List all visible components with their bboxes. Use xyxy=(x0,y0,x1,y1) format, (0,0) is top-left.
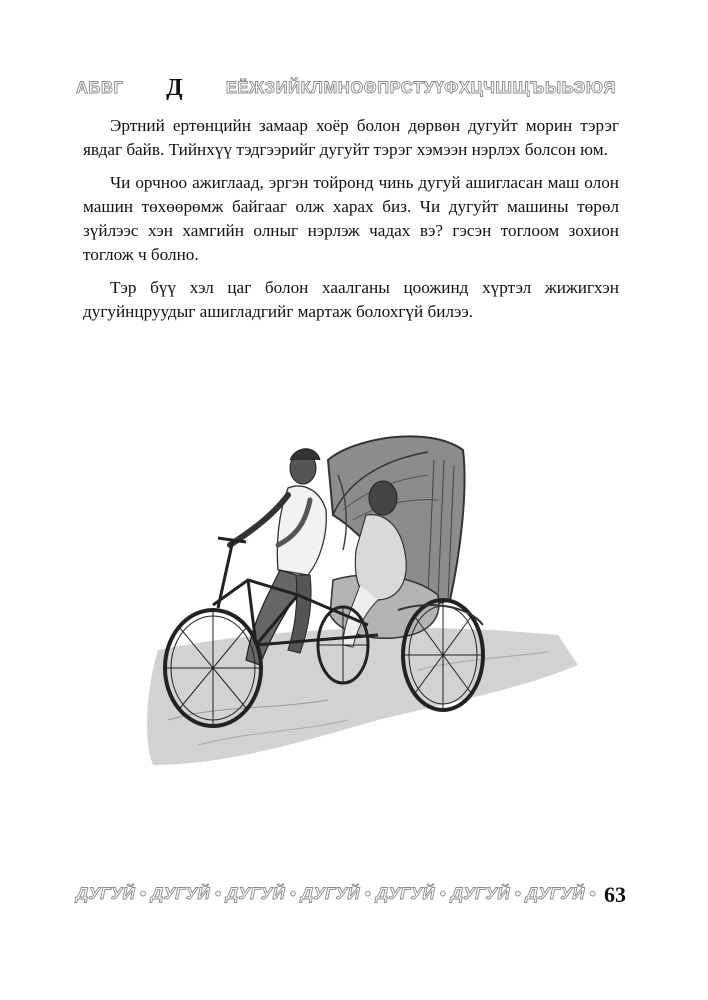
paragraph-3: Тэр бүү хэл цаг болон хаалганы цоожинд хүртэл жижигхэн дугуйнцруудыг ашигладгийг мартаж болохгүй билээ. xyxy=(83,278,619,321)
road-shadow xyxy=(147,628,578,765)
paragraph-2: Чи орчноо ажиглаад, эргэн тойронд чинь дугуй ашигласан маш олон машин төхөөрөмж байгааг олж харах биз. Чи дугуйт машины төрөл зүйлээс хэн хамгийн олныг нэрлэж чадах вэ? гэсэн тоглоом зохион тоглож ч болно. xyxy=(83,173,619,264)
front-wheel xyxy=(165,610,261,726)
footer-word-strip: ДУГУЙ • ДУГУЙ • ДУГУЙ • ДУГУЙ • ДУГУЙ • ДУГУЙ • ДУГУЙ • xyxy=(76,884,596,903)
page-number: 63 xyxy=(604,882,626,907)
middle-wheel xyxy=(318,607,368,683)
body-text xyxy=(83,114,619,333)
alphabet-before: АБВГ xyxy=(76,78,124,97)
alphabet-header xyxy=(76,76,616,100)
paragraph-1: Эртний ертөнцийн замаар хоёр болон дөрвөн дугуйт морин тэрэг явдаг байв. Тийнхүү тэдгээрийг дугуйт тэрэг хэмээн нэрлэх болсон юм. xyxy=(83,116,619,159)
alphabet-after: ЕЁЖЗИЙКЛМНОӨПРСТУҮФХЦЧШЩЪЫЬЭЮЯ xyxy=(225,78,616,97)
rickshaw-illustration xyxy=(138,420,588,780)
rear-wheel xyxy=(403,600,483,710)
passenger-head xyxy=(369,481,397,515)
alphabet-highlight-letter: Д xyxy=(166,74,184,101)
